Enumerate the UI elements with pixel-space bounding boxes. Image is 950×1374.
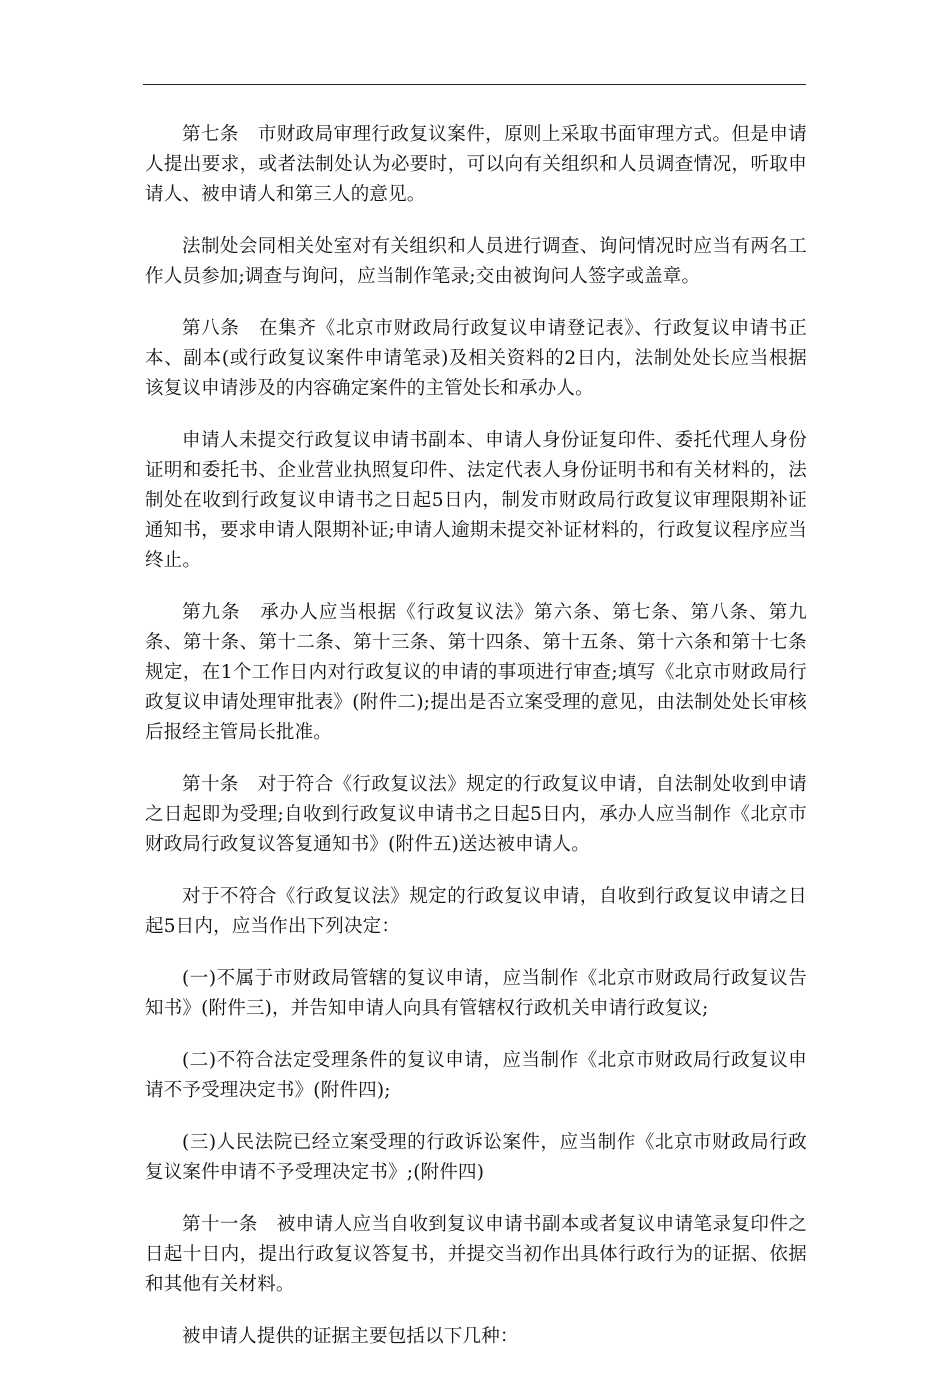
- paragraph-article-8: 第八条 在集齐《北京市财政局行政复议申请登记表》、行政复议申请书正本、副本(或行政复议案件申请笔录)及相关资料的2日内，法制处处长应当根据该复议申请涉及的内容确定案件的主管处长和承办人。: [145, 318, 807, 399]
- paragraph-article-11: 第十一条 被申请人应当自收到复议申请书副本或者复议申请笔录复印件之日起十日内，提出行政复议答复书，并提交当初作出具体行政行为的证据、依据和其他有关材料。: [145, 1214, 807, 1295]
- paragraph-supplement-notice: 申请人未提交行政复议申请书副本、申请人身份证复印件、委托代理人身份证明和委托书、企业营业执照复印件、法定代表人身份证明书和有关材料的，法制处在收到行政复议申请书之日起5日内，制发市财政局行政复议审理限期补证通知书，要求申请人限期补证;申请人逾期未提交补证材料的，行政复议程序应当终止。: [145, 430, 807, 571]
- paragraph-evidence-intro: 被申请人提供的证据主要包括以下几种：: [182, 1326, 519, 1347]
- paragraph-item-2: (二)不符合法定受理条件的复议申请，应当制作《北京市财政局行政复议申请不予受理决定书》(附件四);: [145, 1050, 807, 1101]
- paragraph-investigation: 法制处会同相关处室对有关组织和人员进行调查、询问情况时应当有两名工作人员参加;调查与询问，应当制作笔录;交由被询问人签字或盖章。: [145, 236, 807, 287]
- paragraph-item-1: (一)不属于市财政局管辖的复议申请，应当制作《北京市财政局行政复议告知书》(附件三)，并告知申请人向具有管辖权行政机关申请行政复议;: [145, 968, 807, 1019]
- paragraph-article-7: 第七条 市财政局审理行政复议案件，原则上采取书面审理方式。但是申请人提出要求，或者法制处认为必要时，可以向有关组织和人员调查情况，听取申请人、被申请人和第三人的意见。: [145, 124, 807, 205]
- header-rule: [143, 84, 806, 85]
- paragraph-article-9: 第九条 承办人应当根据《行政复议法》第六条、第七条、第八条、第九条、第十条、第十二条、第十三条、第十四条、第十五条、第十六条和第十七条规定，在1个工作日内对行政复议的申请的事项进行审查;填写《北京市财政局行政复议申请处理审批表》(附件二);提出是否立案受理的意见，由法制处处长审核后报经主管局长批准。: [145, 602, 807, 743]
- paragraph-item-3: (三)人民法院已经立案受理的行政诉讼案件，应当制作《北京市财政局行政复议案件申请不予受理决定书》;(附件四): [145, 1132, 807, 1183]
- document-body: [145, 120, 807, 1374]
- paragraph-nonconforming: 对于不符合《行政复议法》规定的行政复议申请，自收到行政复议申请之日起5日内，应当作出下列决定：: [145, 886, 807, 937]
- paragraph-article-10: 第十条 对于符合《行政复议法》规定的行政复议申请，自法制处收到申请之日起即为受理;自收到行政复议申请书之日起5日内，承办人应当制作《北京市财政局行政复议答复通知书》(附件五)送达被申请人。: [145, 774, 807, 855]
